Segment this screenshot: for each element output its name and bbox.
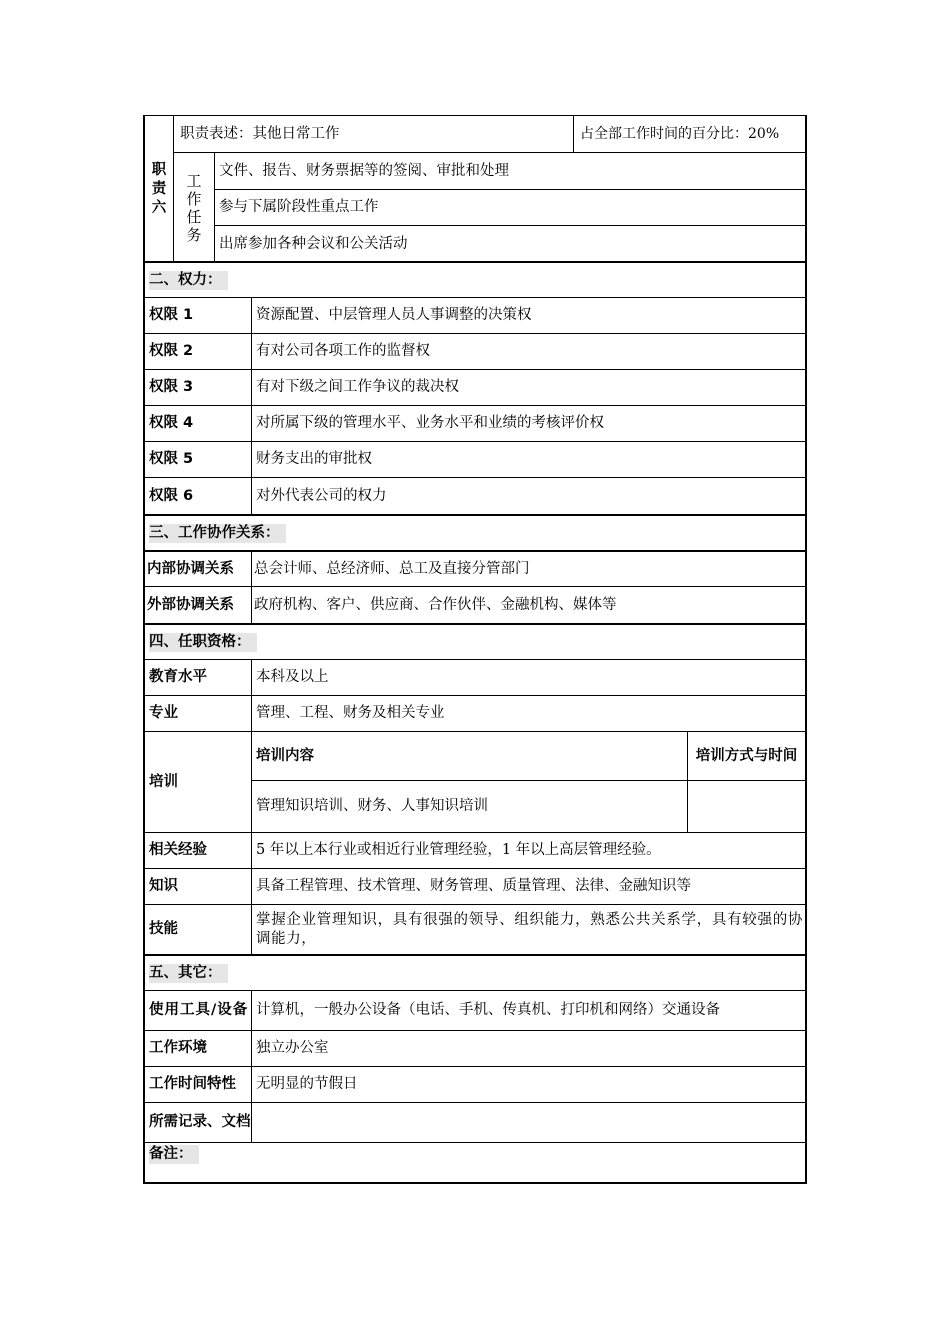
job-description-table [143, 115, 807, 1184]
section-header [145, 514, 805, 550]
relations-section [143, 514, 807, 623]
relation-text: 政府机构、客户、供应商、合作伙伴、金融机构、媒体等 [251, 587, 805, 623]
knowledge-value: 具备工程管理、技术管理、财务管理、质量管理、法律、金融知识等 [251, 869, 805, 904]
power-label: 权限 1 [149, 307, 194, 323]
duty6-content [173, 116, 807, 262]
power-label: 权限 3 [149, 379, 194, 395]
skill-row [145, 904, 805, 954]
notes-row [145, 1142, 805, 1182]
env-label: 工作环境 [149, 1040, 207, 1056]
task-item: 参与下属阶段性重点工作 [215, 189, 807, 225]
section-header [145, 623, 805, 659]
duty6-desc-row [174, 116, 807, 152]
major-label: 专业 [149, 705, 178, 721]
power-text: 财务支出的审批权 [251, 442, 805, 477]
knowledge-row [145, 868, 805, 904]
relation-label: 内部协调关系 [147, 560, 234, 577]
power-text: 资源配置、中层管理人员人事调整的决策权 [251, 298, 805, 333]
relation-label: 外部协调关系 [147, 596, 234, 613]
power-label: 权限 5 [149, 451, 194, 467]
knowledge-label: 知识 [149, 878, 178, 894]
qualification-section [143, 623, 807, 954]
records-value [251, 1103, 805, 1142]
power-text: 对外代表公司的权力 [251, 478, 805, 514]
power-label: 权限 6 [149, 487, 194, 504]
tools-label: 使用工具/设备 [149, 1002, 249, 1018]
power-row [145, 369, 805, 405]
relation-row [145, 586, 805, 623]
training-content-header: 培训内容 [256, 747, 314, 764]
section-header [145, 954, 805, 990]
training-row [145, 731, 805, 832]
power-row [145, 405, 805, 441]
duty6-block [143, 115, 807, 261]
env-row [145, 1030, 805, 1066]
section-header [145, 261, 805, 297]
duty6-tasks [174, 152, 807, 262]
power-text: 有对下级之间工作争议的裁决权 [251, 370, 805, 405]
tasks-label: 工 作 任 务 [186, 171, 202, 244]
qual-title: 四、任职资格： [149, 633, 257, 652]
env-value: 独立办公室 [251, 1031, 805, 1066]
training-content: 管理知识培训、财务、人事知识培训 [252, 780, 687, 832]
power-text: 对所属下级的管理水平、业务水平和业绩的考核评价权 [251, 406, 805, 441]
power-label: 权限 2 [149, 343, 194, 359]
training-method-header: 培训方式与时间 [687, 732, 805, 780]
records-row [145, 1102, 805, 1142]
major-value: 管理、工程、财务及相关专业 [251, 696, 805, 731]
time-value: 无明显的节假日 [251, 1067, 805, 1102]
tools-row [145, 990, 805, 1030]
experience-label: 相关经验 [149, 842, 207, 858]
duty6-desc: 职责表述：其他日常工作 [180, 125, 340, 142]
skill-label: 技能 [149, 921, 178, 937]
power-text: 有对公司各项工作的监督权 [251, 334, 805, 369]
power-section [143, 261, 807, 514]
task-item: 文件、报告、财务票据等的签阅、审批和处理 [219, 162, 509, 179]
education-value: 本科及以上 [251, 660, 805, 695]
tools-value: 计算机，一般办公设备（电话、手机、传真机、打印机和网络）交通设备 [251, 991, 805, 1030]
duty6-percent: 占全部工作时间的百分比：20% [573, 116, 807, 152]
power-row [145, 333, 805, 369]
duty6-label: 职 责 六 [151, 161, 167, 216]
other-section [143, 954, 807, 1184]
training-method [687, 780, 805, 832]
education-row [145, 659, 805, 695]
other-title: 五、其它： [149, 964, 228, 983]
experience-value: 5 年以上本行业或相近行业管理经验，1 年以上高层管理经验。 [251, 833, 805, 868]
power-title: 二、权力： [149, 271, 228, 290]
power-label: 权限 4 [149, 415, 194, 431]
relation-text: 总会计师、总经济师、总工及直接分管部门 [251, 552, 805, 586]
relations-title: 三、工作协作关系： [149, 524, 286, 543]
power-row [145, 441, 805, 477]
training-grid [251, 732, 805, 832]
time-row [145, 1066, 805, 1102]
major-row [145, 695, 805, 731]
relation-row [145, 550, 805, 586]
notes-label: 备注： [149, 1145, 199, 1164]
records-label: 所需记录、文档 [149, 1114, 251, 1130]
power-row [145, 297, 805, 333]
skill-value: 掌握企业管理知识，具有很强的领导、组织能力，熟悉公共关系学，具有较强的协调能力， [251, 905, 805, 954]
training-label: 培训 [149, 773, 178, 790]
task-item: 出席参加各种会议和公关活动 [215, 225, 807, 262]
time-label: 工作时间特性 [149, 1076, 236, 1092]
power-row [145, 477, 805, 514]
experience-row [145, 832, 805, 868]
education-label: 教育水平 [149, 669, 207, 685]
